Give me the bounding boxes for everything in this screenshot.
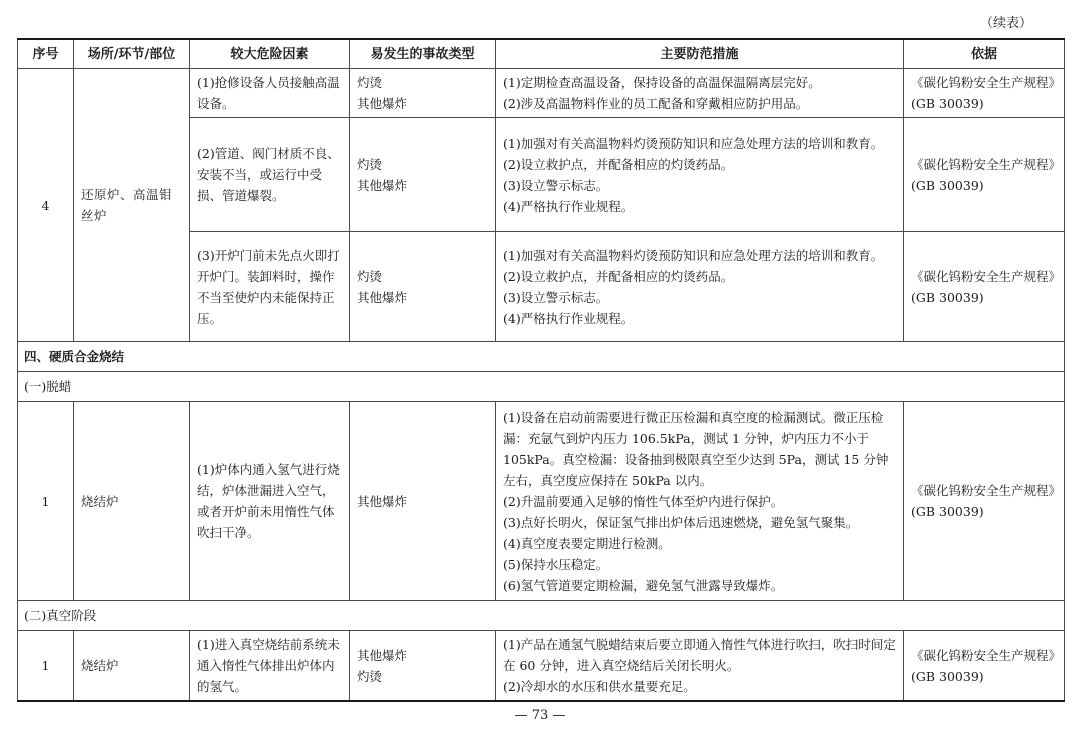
row-measures: [496, 118, 904, 232]
measure-item: (2)冷却水的水压和供水量要充足。: [503, 679, 696, 694]
measure-item: (3)点好长明火，保证氢气排出炉体后迅速燃烧，避免氢气聚集。: [503, 514, 859, 530]
hazard-table: [17, 38, 1065, 702]
row-place: 烧结炉: [74, 402, 190, 601]
header-no: 序号: [18, 39, 74, 69]
section-title: 四、硬质合金烧结: [18, 342, 1065, 372]
accident-type: 灼烫: [357, 156, 383, 172]
row-hazard: (2)管道、阀门材质不良、安装不当，或运行中受损、管道爆裂。: [190, 118, 350, 232]
row-basis: 《碳化钨粉安全生产规程》(GB 30039): [904, 118, 1065, 232]
measure-item: (6)氢气管道要定期检漏，避免氢气泄露导致爆炸。: [503, 577, 784, 593]
measure-item: (2)设立救护点，并配备相应的灼烫药品。: [503, 268, 734, 284]
subsection-row: [18, 601, 1065, 631]
measure-item: (1)加强对有关高温物料灼烫预防知识和应急处理方法的培训和教育。: [503, 135, 884, 151]
row-measures: [496, 69, 904, 118]
measure-item: (2)设立救护点，并配备相应的灼烫药品。: [503, 156, 734, 172]
continued-label: （续表）: [979, 16, 1032, 31]
accident-type: 灼烫: [357, 668, 383, 684]
table-row: [18, 69, 1065, 118]
measure-item: (5)保持水压稳定。: [503, 556, 609, 572]
accident-type: 其他爆炸: [357, 96, 408, 111]
row-accidents: [350, 631, 496, 702]
subsection-title: (一)脱蜡: [18, 372, 1065, 402]
row-measures: [496, 402, 904, 601]
row-basis: 《碳化钨粉安全生产规程》(GB 30039): [904, 402, 1065, 601]
row-accidents: [350, 69, 496, 118]
row-hazard: (3)开炉门前未先点火即打开炉门。装卸料时，操作不当至使炉内未能保持正压。: [190, 232, 350, 342]
subsection-row: [18, 372, 1065, 402]
accident-type: 灼烫: [357, 268, 383, 284]
header-hazard: 较大危险因素: [190, 39, 350, 69]
measure-item: (4)严格执行作业规程。: [503, 198, 634, 214]
measure-item: (3)设立警示标志。: [503, 177, 609, 193]
row-hazard: (1)进入真空烧结前系统未通入惰性气体排出炉体内的氢气。: [190, 631, 350, 702]
accident-type: 其他爆炸: [357, 177, 408, 193]
header-accident-type: 易发生的事故类型: [350, 39, 496, 69]
row-no: 4: [18, 69, 74, 342]
row-accidents: [350, 118, 496, 232]
page-number: — 73 —: [514, 708, 566, 723]
measure-item: (1)加强对有关高温物料灼烫预防知识和应急处理方法的培训和教育。: [503, 247, 884, 263]
table-row: [18, 631, 1065, 702]
row-no: 1: [18, 402, 74, 601]
row-accidents: [350, 402, 496, 601]
row-measures: [496, 232, 904, 342]
row-measures: [496, 631, 904, 702]
measure-item: (1)定期检查高温设备，保持设备的高温保温隔离层完好。: [503, 75, 821, 90]
measure-item: (2)升温前要通入足够的惰性气体至炉内进行保护。: [503, 493, 784, 509]
row-place: 还原炉、高温钼丝炉: [74, 69, 190, 342]
row-hazard: (1)炉体内通入氢气进行烧结，炉体泄漏进入空气，或者开炉前未用惰性气体吹扫干净。: [190, 402, 350, 601]
table-header-row: [18, 39, 1065, 69]
header-basis: 依据: [904, 39, 1065, 69]
accident-type: 其他爆炸: [357, 493, 408, 509]
section-row: [18, 342, 1065, 372]
measure-item: (4)严格执行作业规程。: [503, 310, 634, 326]
table-row: [18, 402, 1065, 601]
measure-item: (1)设备在启动前需要进行微正压检漏和真空度的检漏测试。微正压检漏：充氩气到炉内压力 106.5kPa，测试 1 分钟，炉内压力不小于 105kPa。真空检漏：设备抽到极限真空至少达到 5Pa，测试 15 分钟左右，真空度应保持在 50kPa 以内。: [503, 409, 889, 488]
subsection-title: (二)真空阶段: [18, 601, 1065, 631]
measure-item: (4)真空度表要定期进行检测。: [503, 535, 671, 551]
row-basis: 《碳化钨粉安全生产规程》(GB 30039): [904, 631, 1065, 702]
accident-type: 灼烫: [357, 75, 383, 90]
measure-item: (1)产品在通氢气脱蜡结束后要立即通入惰性气体进行吹扫，吹扫时间定在 60 分钟，进入真空烧结后关闭长明火。: [503, 637, 896, 673]
row-accidents: [350, 232, 496, 342]
header-measures: 主要防范措施: [496, 39, 904, 69]
accident-type: 其他爆炸: [357, 289, 408, 305]
row-place: 烧结炉: [74, 631, 190, 702]
row-basis: 《碳化钨粉安全生产规程》(GB 30039): [904, 232, 1065, 342]
measure-item: (2)涉及高温物料作业的员工配备和穿戴相应防护用品。: [503, 96, 809, 111]
header-place: 场所/环节/部位: [74, 39, 190, 69]
row-basis: 《碳化钨粉安全生产规程》(GB 30039): [904, 69, 1065, 118]
accident-type: 其他爆炸: [357, 647, 408, 663]
row-no: 1: [18, 631, 74, 702]
measure-item: (3)设立警示标志。: [503, 289, 609, 305]
row-hazard: (1)抢修设备人员接触高温设备。: [190, 69, 350, 118]
